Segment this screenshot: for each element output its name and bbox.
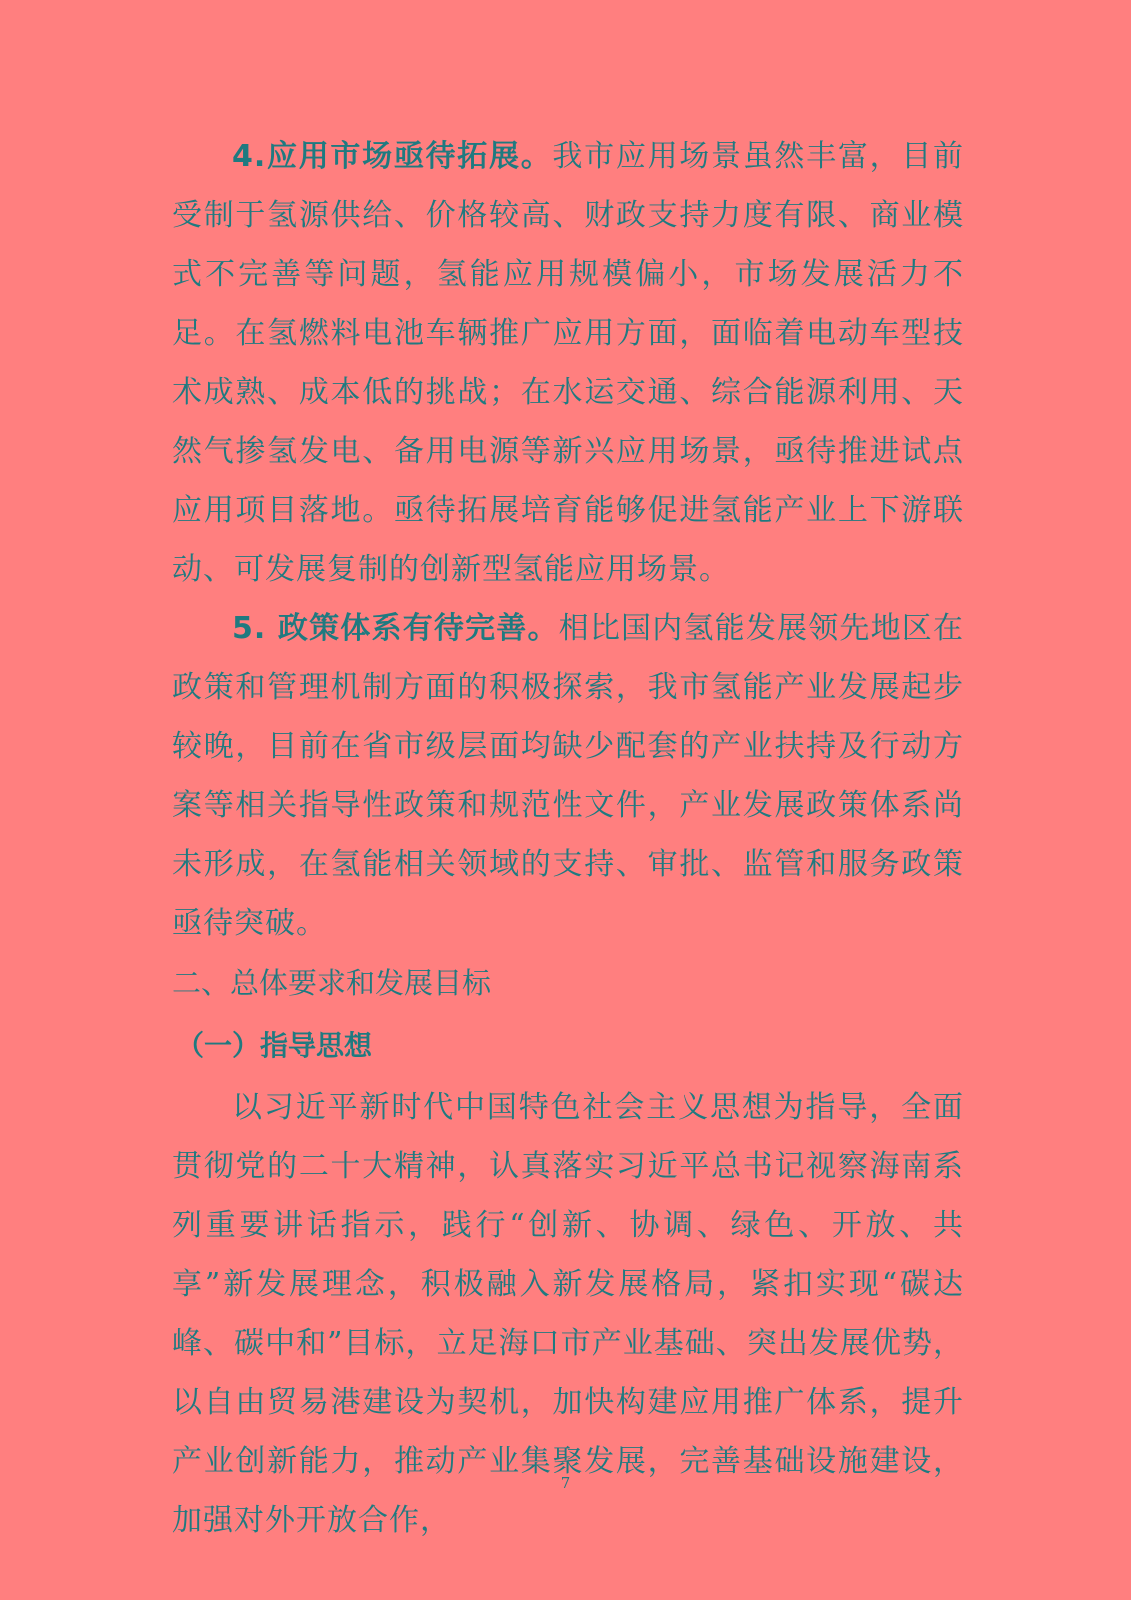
paragraph-application-market <box>172 127 964 599</box>
section-heading: 二、总体要求和发展目标 <box>172 966 492 1000</box>
paragraph-guiding-ideology: 以习近平新时代中国特色社会主义思想为指导，全面贯彻党的二十大精神，认真落实习近平总书记视察海南系列重要讲话指示，践行“创新、协调、绿色、开放、共享”新发展理念，积极融入新发展格局，紧扣实现“碳达峰、碳中和”目标，立足海口市产业基础、突出发展优势，以自由贸易港建设为契机，加快构建应用推广体系，提升产业创新能力，推动产业集聚发展，完善基础设施建设，加强对外开放合作， <box>172 1090 964 1538</box>
subsection-heading: （一）指导思想 <box>176 1029 373 1062</box>
paragraph-lead: 4.应用市场亟待拓展。 <box>232 139 553 174</box>
paragraph-text: 相比国内氢能发展领先地区在政策和管理机制方面的积极探索，我市氢能产业发展起步较晚，目前在省市级层面均缺少配套的产业扶持及行动方案等相关指导性政策和规范性文件，产业发展政策体系尚未形成，在氢能相关领域的支持、审批、监管和服务政策亟待突破。 <box>172 611 965 941</box>
paragraph-policy-system <box>172 599 964 953</box>
paragraph-lead: 5. 政策体系有待完善。 <box>232 611 559 646</box>
paragraph-text: 我市应用场景虽然丰富，目前受制于氢源供给、价格较高、财政支持力度有限、商业模式不完善等问题，氢能应用规模偏小，市场发展活力不足。在氢燃料电池车辆推广应用方面，面临着电动车型技术成熟、成本低的挑战；在水运交通、综合能源利用、天然气掺氢发电、备用电源等新兴应用场景，亟待推进试点应用项目落地。亟待拓展培育能够促进氢能产业上下游联动、可发展复制的创新型氢能应用场景。 <box>172 139 964 587</box>
page-number: 7 <box>560 1474 571 1492</box>
document-body <box>172 127 964 1550</box>
